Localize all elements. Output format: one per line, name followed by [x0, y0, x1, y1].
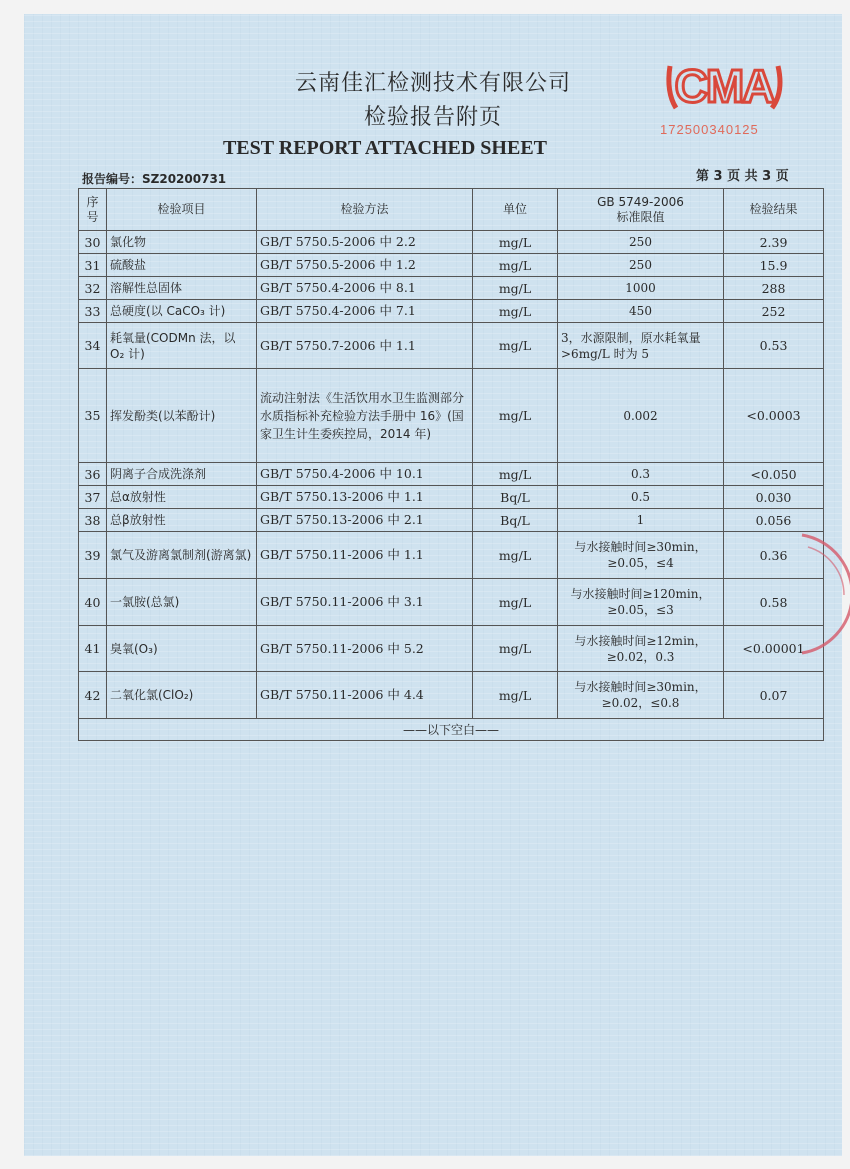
row-no: 36: [79, 463, 107, 486]
cma-logo: [662, 52, 786, 114]
row-unit: mg/L: [473, 300, 558, 323]
row-unit: mg/L: [473, 369, 558, 463]
page-info: 第 3 页 共 3 页: [696, 169, 789, 184]
header-seq: 序 号: [79, 189, 107, 231]
row-method: GB/T 5750.5-2006 中 1.2: [257, 254, 473, 277]
row-limit: 与水接触时间≥30min，≥0.02，≤0.8: [558, 672, 724, 719]
row-result: 0.07: [724, 672, 824, 719]
header-method: 检验方法: [257, 189, 473, 231]
row-item: 总β放射性: [107, 509, 257, 532]
row-limit: 0.002: [558, 369, 724, 463]
row-limit: 250: [558, 231, 724, 254]
row-method: GB/T 5750.4-2006 中 7.1: [257, 300, 473, 323]
row-method: GB/T 5750.5-2006 中 2.2: [257, 231, 473, 254]
table-row: [79, 277, 824, 300]
row-method: GB/T 5750.11-2006 中 3.1: [257, 579, 473, 626]
row-result: 0.36: [724, 532, 824, 579]
table-row: [79, 463, 824, 486]
row-unit: mg/L: [473, 323, 558, 369]
header-result: 检验结果: [724, 189, 824, 231]
company-name: 云南佳汇检测技术有限公司: [294, 71, 571, 96]
red-seal-stamp: [798, 529, 850, 659]
row-no: 37: [79, 486, 107, 509]
header-item: 检验项目: [107, 189, 257, 231]
row-result: 2.39: [724, 231, 824, 254]
results-table: [78, 188, 824, 741]
table-row: [79, 672, 824, 719]
row-result: <0.050: [724, 463, 824, 486]
row-no: 34: [79, 323, 107, 369]
row-limit: 1: [558, 509, 724, 532]
row-item: 挥发酚类(以苯酚计): [107, 369, 257, 463]
row-result: <0.00001: [724, 626, 824, 672]
row-limit: 0.3: [558, 463, 724, 486]
row-limit: 与水接触时间≥30min，≥0.05，≤4: [558, 532, 724, 579]
row-result: 288: [724, 277, 824, 300]
cma-mark: CMA: [674, 60, 774, 112]
row-result: 15.9: [724, 254, 824, 277]
row-item: 耗氧量(CODMn 法，以 O₂ 计): [107, 323, 257, 369]
row-result: <0.0003: [724, 369, 824, 463]
row-no: 39: [79, 532, 107, 579]
row-unit: Bq/L: [473, 486, 558, 509]
row-limit: 0.5: [558, 486, 724, 509]
row-result: 0.58: [724, 579, 824, 626]
row-limit: 与水接触时间≥120min，≥0.05，≤3: [558, 579, 724, 626]
row-result: 0.53: [724, 323, 824, 369]
row-unit: mg/L: [473, 277, 558, 300]
row-limit: 1000: [558, 277, 724, 300]
row-no: 40: [79, 579, 107, 626]
row-limit: 250: [558, 254, 724, 277]
page-subtitle: 检验报告附页: [363, 105, 502, 130]
row-result: 0.056: [724, 509, 824, 532]
table-row: [79, 579, 824, 626]
row-item: 溶解性总固体: [107, 277, 257, 300]
row-unit: mg/L: [473, 231, 558, 254]
english-title: TEST REPORT ATTACHED SHEET: [222, 137, 548, 159]
row-unit: mg/L: [473, 626, 558, 672]
row-no: 32: [79, 277, 107, 300]
row-no: 35: [79, 369, 107, 463]
header-standard: GB 5749-2006 标准限值: [558, 189, 724, 231]
row-result: 0.030: [724, 486, 824, 509]
row-item: 硫酸盐: [107, 254, 257, 277]
row-unit: mg/L: [473, 532, 558, 579]
row-result: 252: [724, 300, 824, 323]
report-sheet: [24, 14, 842, 1156]
row-no: 30: [79, 231, 107, 254]
table-row: [79, 532, 824, 579]
row-no: 31: [79, 254, 107, 277]
row-item: 二氧化氯(ClO₂): [107, 672, 257, 719]
table-header-row: [79, 189, 824, 231]
cma-code: 172500340125: [660, 122, 759, 137]
row-unit: mg/L: [473, 579, 558, 626]
row-no: 33: [79, 300, 107, 323]
table-row: [79, 626, 824, 672]
row-method: GB/T 5750.13-2006 中 2.1: [257, 509, 473, 532]
row-item: 一氯胺(总氯): [107, 579, 257, 626]
row-method: GB/T 5750.11-2006 中 5.2: [257, 626, 473, 672]
end-row: [79, 719, 824, 741]
row-item: 总α放射性: [107, 486, 257, 509]
row-method: GB/T 5750.13-2006 中 1.1: [257, 486, 473, 509]
table-row: [79, 254, 824, 277]
row-method: GB/T 5750.4-2006 中 10.1: [257, 463, 473, 486]
row-item: 臭氧(O₃): [107, 626, 257, 672]
row-method: GB/T 5750.4-2006 中 8.1: [257, 277, 473, 300]
row-unit: Bq/L: [473, 509, 558, 532]
row-unit: mg/L: [473, 254, 558, 277]
end-note: ——以下空白——: [79, 719, 824, 741]
row-no: 42: [79, 672, 107, 719]
header-unit: 单位: [473, 189, 558, 231]
row-item: 阴离子合成洗涤剂: [107, 463, 257, 486]
row-limit: 3，水源限制，原水耗氧量>6mg/L 时为 5: [558, 323, 724, 369]
row-method: GB/T 5750.11-2006 中 4.4: [257, 672, 473, 719]
table-row: [79, 231, 824, 254]
row-item: 氯气及游离氯制剂(游离氯): [107, 532, 257, 579]
table-row: [79, 323, 824, 369]
row-unit: mg/L: [473, 463, 558, 486]
table-row: [79, 300, 824, 323]
row-method: 流动注射法《生活饮用水卫生监测部分水质指标补充检验方法手册中 16》(国家卫生计生委疾控局，2014 年): [257, 369, 473, 463]
row-item: 总硬度(以 CaCO₃ 计): [107, 300, 257, 323]
row-item: 氯化物: [107, 231, 257, 254]
table-row: [79, 486, 824, 509]
row-method: GB/T 5750.7-2006 中 1.1: [257, 323, 473, 369]
row-limit: 450: [558, 300, 724, 323]
row-unit: mg/L: [473, 672, 558, 719]
table-row: [79, 369, 824, 463]
row-limit: 与水接触时间≥12min，≥0.02，0.3: [558, 626, 724, 672]
row-method: GB/T 5750.11-2006 中 1.1: [257, 532, 473, 579]
row-no: 41: [79, 626, 107, 672]
table-row: [79, 509, 824, 532]
row-no: 38: [79, 509, 107, 532]
report-number: 报告编号：SZ20200731: [82, 172, 227, 186]
